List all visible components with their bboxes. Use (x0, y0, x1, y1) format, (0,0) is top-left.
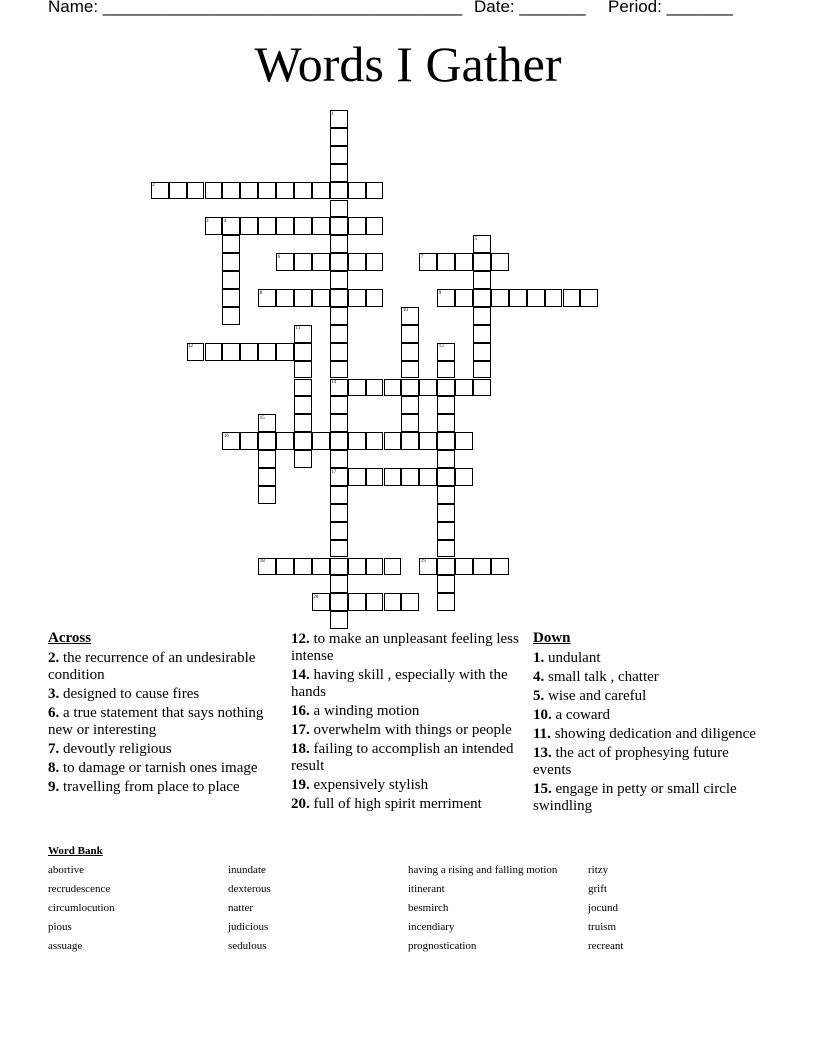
word-bank-entry: ritzy (588, 864, 609, 876)
word-bank-entry: sedulous (228, 940, 267, 952)
grid-cell[interactable] (240, 217, 258, 235)
clue-number: 7. (48, 741, 60, 757)
clue-number: 1. (533, 650, 545, 666)
grid-cell[interactable] (437, 558, 455, 576)
clue-number: 13. (533, 745, 552, 761)
clue-number-label: 18 (259, 559, 265, 564)
clue-number-label: 8 (259, 290, 263, 296)
grid-cell[interactable] (330, 164, 348, 182)
grid-cell[interactable] (348, 593, 366, 611)
grid-cell[interactable] (258, 343, 276, 361)
grid-cell[interactable] (401, 379, 419, 397)
word-bank-entry: grift (588, 883, 607, 895)
grid-cell[interactable] (258, 432, 276, 450)
grid-cell[interactable] (348, 379, 366, 397)
grid-cell[interactable] (330, 128, 348, 146)
grid-cell[interactable] (330, 522, 348, 540)
clue-item (291, 741, 523, 775)
grid-cell[interactable] (330, 486, 348, 504)
clue-text: having skill , especially with the hands (291, 667, 508, 700)
word-bank-entry: besmirch (408, 902, 449, 914)
grid-cell[interactable] (437, 486, 455, 504)
grid-cell[interactable] (330, 325, 348, 343)
grid-cell[interactable] (258, 486, 276, 504)
clue-text: to make an unpleasant feeling less intense (291, 631, 519, 664)
clue-item (291, 631, 523, 665)
grid-cell[interactable] (455, 289, 473, 307)
grid-cell[interactable] (312, 217, 330, 235)
clue-item (533, 745, 765, 779)
clue-number: 4. (533, 669, 545, 685)
grid-cell[interactable] (330, 361, 348, 379)
grid-cell[interactable] (437, 379, 455, 397)
grid-cell[interactable] (563, 289, 581, 307)
grid-cell[interactable] (294, 289, 312, 307)
clue-text: to damage or tarnish ones image (59, 760, 258, 776)
grid-cell[interactable] (330, 235, 348, 253)
grid-cell[interactable] (419, 468, 437, 486)
clue-text: devoutly religious (59, 741, 172, 757)
grid-cell[interactable] (348, 558, 366, 576)
clue-number-label: 20 (313, 594, 319, 600)
word-bank-entry: having a rising and falling motion (408, 864, 558, 876)
grid-cell[interactable] (330, 271, 348, 289)
clue-number-label: 17 (331, 469, 337, 475)
grid-cell[interactable] (348, 217, 366, 235)
clue-number-label: 5 (474, 236, 477, 242)
grid-cell[interactable] (330, 504, 348, 522)
grid-cell[interactable] (455, 558, 473, 576)
grid-cell[interactable] (294, 182, 312, 200)
grid-cell[interactable] (491, 253, 509, 271)
clue-item (48, 741, 280, 758)
grid-cell[interactable] (455, 253, 473, 271)
clue-number: 14. (291, 667, 310, 683)
clue-item (291, 703, 523, 720)
grid-cell[interactable] (437, 593, 455, 611)
grid-cell[interactable] (419, 432, 437, 450)
clue-number: 11. (533, 726, 551, 742)
grid-cell[interactable] (437, 450, 455, 468)
grid-cell[interactable] (384, 379, 402, 397)
clue-text: full of high spirit merriment (309, 796, 482, 812)
grid-cell[interactable] (294, 414, 312, 432)
clue-item (533, 781, 765, 815)
grid-cell[interactable] (366, 289, 384, 307)
grid-cell[interactable] (348, 253, 366, 271)
grid-cell[interactable] (276, 289, 294, 307)
grid-cell[interactable] (366, 468, 384, 486)
word-bank-title: Word Bank (48, 845, 103, 857)
grid-cell[interactable] (473, 325, 491, 343)
clue-text: the recurrence of an undesirable condition (48, 650, 256, 683)
clue-number: 10. (533, 707, 552, 723)
clue-text: a true statement that says nothing new or interesting (48, 705, 264, 738)
grid-cell[interactable] (294, 217, 312, 235)
word-bank-entry: prognostication (408, 940, 477, 952)
grid-cell[interactable] (437, 575, 455, 593)
grid-cell[interactable] (330, 343, 348, 361)
grid-cell[interactable] (491, 558, 509, 576)
down-heading: Down (533, 630, 571, 646)
grid-cell[interactable] (294, 396, 312, 414)
across-clues-continued (291, 631, 523, 815)
word-bank-entry: recrudescence (48, 883, 111, 895)
grid-cell[interactable] (401, 593, 419, 611)
grid-cell[interactable] (312, 558, 330, 576)
clue-number-label: 14 (331, 380, 337, 385)
grid-cell[interactable] (276, 217, 294, 235)
clue-item (48, 650, 280, 684)
clue-number: 9. (48, 779, 60, 795)
grid-cell[interactable] (294, 558, 312, 576)
grid-cell[interactable] (419, 379, 437, 397)
clue-text: showing dedication and diligence (550, 726, 756, 742)
grid-cell[interactable] (240, 432, 258, 450)
grid-cell[interactable] (330, 307, 348, 325)
word-bank-entry: recreant (588, 940, 624, 952)
clue-item (291, 777, 523, 794)
down-clues (533, 630, 765, 817)
grid-cell[interactable] (222, 235, 240, 253)
name-field[interactable]: Name: ______________________________________ (48, 0, 463, 16)
grid-cell[interactable] (330, 450, 348, 468)
word-bank-entry: incendiary (408, 921, 455, 933)
clue-item (533, 669, 765, 686)
clue-text: engage in petty or small circle swindling (533, 781, 737, 814)
grid-cell[interactable] (222, 253, 240, 271)
word-bank-entry: circumlocution (48, 902, 115, 914)
grid-cell[interactable] (222, 307, 240, 325)
grid-cell[interactable] (205, 343, 223, 361)
grid-cell[interactable] (205, 182, 223, 200)
grid-cell[interactable] (401, 396, 419, 414)
grid-cell[interactable] (330, 289, 348, 307)
word-bank-entry: dexterous (228, 883, 271, 895)
clue-number: 19. (291, 777, 310, 793)
grid-cell[interactable] (473, 289, 491, 307)
grid-cell[interactable] (437, 253, 455, 271)
grid-cell[interactable] (455, 468, 473, 486)
clue-number-label: 10 (402, 308, 408, 314)
grid-cell[interactable] (294, 450, 312, 468)
grid-cell[interactable] (187, 182, 205, 200)
grid-cell[interactable] (366, 379, 384, 397)
clue-number-label: 13 (438, 344, 444, 350)
grid-cell[interactable] (348, 289, 366, 307)
grid-cell[interactable] (312, 289, 330, 307)
grid-cell[interactable] (473, 379, 491, 397)
clue-number-label: 19 (420, 559, 426, 564)
page-title: Words I Gather (254, 36, 562, 92)
grid-cell[interactable] (294, 361, 312, 379)
clue-item (48, 686, 280, 703)
grid-cell[interactable] (330, 540, 348, 558)
grid-cell[interactable] (437, 432, 455, 450)
clue-item (291, 722, 523, 739)
clue-text: designed to cause fires (59, 686, 200, 702)
grid-cell[interactable] (455, 432, 473, 450)
across-heading: Across (48, 630, 92, 646)
grid-cell[interactable] (401, 361, 419, 379)
grid-cell[interactable] (437, 396, 455, 414)
grid-cell[interactable] (366, 182, 384, 200)
grid-cell[interactable] (169, 182, 187, 200)
word-bank-entry: judicious (228, 921, 269, 933)
clue-item (48, 705, 280, 739)
clue-text: a winding motion (309, 703, 420, 719)
word-bank-entry: abortive (48, 864, 85, 876)
clue-number: 20. (291, 796, 310, 812)
grid-cell[interactable] (294, 253, 312, 271)
grid-cell[interactable] (401, 432, 419, 450)
clue-text: overwhelm with things or people (309, 722, 512, 738)
grid-cell[interactable] (330, 200, 348, 218)
grid-cell[interactable] (348, 432, 366, 450)
clue-text: small talk , chatter (544, 669, 659, 685)
grid-cell[interactable] (473, 271, 491, 289)
clue-number-label: 16 (223, 433, 229, 439)
clue-item (533, 707, 765, 724)
grid-cell[interactable] (276, 558, 294, 576)
grid-cell[interactable] (294, 379, 312, 397)
grid-cell[interactable] (348, 182, 366, 200)
grid-cell[interactable] (384, 432, 402, 450)
grid-cell[interactable] (491, 289, 509, 307)
grid-cell[interactable] (455, 379, 473, 397)
word-bank-entry: natter (228, 902, 254, 914)
grid-cell[interactable] (222, 271, 240, 289)
grid-cell[interactable] (258, 182, 276, 200)
grid-cell[interactable] (330, 182, 348, 200)
clue-text: the act of prophesying future events (533, 745, 729, 778)
clue-number-label: 15 (259, 415, 265, 421)
clue-item (291, 796, 523, 813)
clue-number: 2. (48, 650, 60, 666)
grid-cell[interactable] (294, 432, 312, 450)
grid-cell[interactable] (473, 253, 491, 271)
clue-item (48, 779, 280, 796)
date-field[interactable]: Date: _______ (474, 0, 586, 16)
grid-cell[interactable] (258, 468, 276, 486)
grid-cell[interactable] (437, 414, 455, 432)
grid-cell[interactable] (330, 146, 348, 164)
grid-cell[interactable] (330, 558, 348, 576)
clue-text: undulant (544, 650, 601, 666)
grid-cell[interactable] (384, 468, 402, 486)
grid-cell[interactable] (384, 558, 402, 576)
clue-number-label: 3 (206, 218, 209, 224)
grid-cell[interactable] (401, 414, 419, 432)
clue-number-label: 2 (152, 183, 155, 189)
grid-cell[interactable] (276, 182, 294, 200)
clue-text: expensively stylish (309, 777, 429, 793)
clue-number: 18. (291, 741, 310, 757)
grid-cell[interactable] (222, 182, 240, 200)
grid-cell[interactable] (312, 253, 330, 271)
grid-cell[interactable] (401, 468, 419, 486)
across-clues (48, 630, 280, 798)
grid-cell[interactable] (437, 504, 455, 522)
grid-cell[interactable] (330, 593, 348, 611)
clue-item (533, 726, 765, 743)
clue-number-label: 6 (277, 254, 281, 260)
grid-cell[interactable] (312, 432, 330, 450)
grid-cell[interactable] (330, 575, 348, 593)
grid-cell[interactable] (473, 558, 491, 576)
grid-cell[interactable] (348, 468, 366, 486)
clue-number: 15. (533, 781, 552, 797)
grid-cell[interactable] (473, 361, 491, 379)
word-bank-entry: inundate (228, 864, 266, 876)
clue-item (533, 688, 765, 705)
clue-number-label: 11 (295, 326, 301, 332)
grid-cell[interactable] (330, 253, 348, 271)
grid-cell[interactable] (276, 343, 294, 361)
grid-cell[interactable] (366, 253, 384, 271)
grid-cell[interactable] (222, 289, 240, 307)
grid-cell[interactable] (258, 450, 276, 468)
word-bank-entry: itinerant (408, 883, 445, 895)
clue-text: failing to accomplish an intended result (291, 741, 514, 774)
clue-number-label: 12 (188, 344, 194, 350)
grid-cell[interactable] (473, 307, 491, 325)
word-bank-entry: pious (48, 921, 72, 933)
grid-cell[interactable] (366, 217, 384, 235)
clue-number: 16. (291, 703, 310, 719)
grid-cell[interactable] (473, 343, 491, 361)
grid-cell[interactable] (509, 289, 527, 307)
grid-cell[interactable] (366, 593, 384, 611)
grid-cell[interactable] (580, 289, 598, 307)
grid-cell[interactable] (437, 540, 455, 558)
clue-number-label: 1 (331, 111, 334, 117)
grid-cell[interactable] (437, 522, 455, 540)
clue-number: 17. (291, 722, 310, 738)
grid-cell[interactable] (437, 361, 455, 379)
grid-cell[interactable] (294, 343, 312, 361)
clue-item (533, 650, 765, 667)
grid-cell[interactable] (222, 343, 240, 361)
clue-text: a coward (551, 707, 611, 723)
grid-cell[interactable] (366, 558, 384, 576)
clue-number-label: 9 (438, 290, 442, 296)
grid-cell[interactable] (330, 396, 348, 414)
clue-item (291, 667, 523, 701)
grid-cell[interactable] (545, 289, 563, 307)
grid-cell[interactable] (276, 432, 294, 450)
grid-cell[interactable] (240, 343, 258, 361)
clue-number: 6. (48, 705, 60, 721)
grid-cell[interactable] (258, 217, 276, 235)
word-bank-entry: truism (588, 921, 617, 933)
clue-text: travelling from place to place (59, 779, 240, 795)
grid-cell[interactable] (330, 217, 348, 235)
clue-number: 5. (533, 688, 545, 704)
period-field[interactable]: Period: _______ (608, 0, 733, 16)
grid-cell[interactable] (330, 611, 348, 629)
grid-cell[interactable] (240, 182, 258, 200)
word-bank-entry: jocund (588, 902, 618, 914)
grid-cell[interactable] (330, 414, 348, 432)
grid-cell[interactable] (384, 593, 402, 611)
clue-number-label: 4 (223, 218, 227, 224)
word-bank-entry: assuage (48, 940, 83, 952)
grid-cell[interactable] (330, 432, 348, 450)
grid-cell[interactable] (401, 325, 419, 343)
grid-cell[interactable] (527, 289, 545, 307)
clue-number: 8. (48, 760, 60, 776)
grid-cell[interactable] (401, 343, 419, 361)
clue-number: 12. (291, 631, 310, 647)
clue-number: 3. (48, 686, 60, 702)
clue-number-label: 7 (420, 254, 424, 260)
clue-text: wise and careful (544, 688, 647, 704)
clue-item (48, 760, 280, 777)
grid-cell[interactable] (312, 182, 330, 200)
grid-cell[interactable] (366, 432, 384, 450)
grid-cell[interactable] (437, 468, 455, 486)
